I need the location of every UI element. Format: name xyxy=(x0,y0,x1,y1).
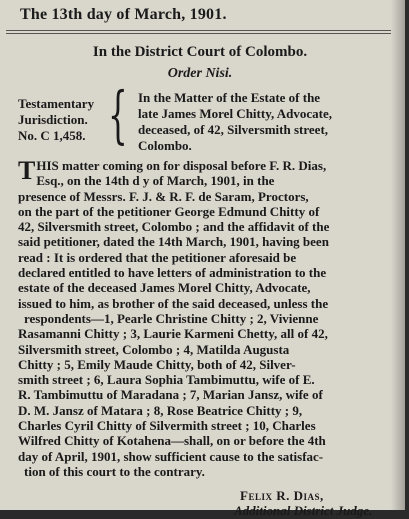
body-line: R. Tambimuttu of Maradana ; 7, Marian Jansz, wife of xyxy=(18,387,323,403)
body-line: Esq., on the 14th d y of March, 1901, in the xyxy=(36,173,275,189)
body-line: read : It is ordered that the petitioner aforesaid be xyxy=(18,249,297,265)
matter-title xyxy=(138,90,400,154)
body-line: Wilfred Chitty of Kotahena—shall, on or before the 4th xyxy=(18,433,326,449)
body-line: presence of Messrs. F. J. & R. F. de Saram, Proctors, xyxy=(18,188,309,204)
matter-line: late James Morel Chitty, Advocate, xyxy=(138,106,332,121)
body-line: smith street ; 6, Laura Sophia Tambimuttu, wife of E. xyxy=(18,372,315,388)
signature-title: Additional District Judge. xyxy=(234,503,373,518)
top-rule xyxy=(6,30,391,31)
date-line: The 13th day of March, 1901. xyxy=(20,6,227,23)
court-title: In the District Court of Colombo. xyxy=(92,44,308,60)
body-line: Charles Cyril Chitty of Silvermith street ; 10, Charles xyxy=(18,418,316,434)
body-line: estate of the deceased James Morel Chitty, Advocate, xyxy=(18,280,311,296)
matter-line: Colombo. xyxy=(138,138,192,153)
body-line: D. M. Jansz of Matara ; 8, Rose Beatrice Chitty ; 9, xyxy=(18,402,303,418)
body-line: 42, Silversmith street, Colombo ; and the affidavit of the xyxy=(18,219,330,235)
curly-brace: { xyxy=(108,78,128,151)
body-line: day of April, 1901, show sufficient cause to the satisfac- xyxy=(18,448,324,464)
body-line: said petitioner, dated the 14th March, 1901, having been xyxy=(18,234,329,250)
body-line: on the part of the petitioner George Edmund Chitty of xyxy=(18,203,320,219)
body-line: HIS matter coming on for disposal before F. R. Dias, xyxy=(36,158,327,173)
case-reference-line: Testamentary xyxy=(18,96,95,111)
order-body xyxy=(18,158,398,479)
order-title: Order Nisi. xyxy=(167,66,233,81)
case-reference xyxy=(18,96,94,144)
body-line: Rasamanni Chitty ; 3, Laurie Karmeni Chetty, all of 42, xyxy=(18,326,328,342)
signature-name: Felix R. Dias, xyxy=(240,488,324,503)
case-reference-line: Jurisdiction. xyxy=(18,112,88,127)
body-line: declared entitled to have letters of administration to the xyxy=(18,265,327,281)
body-line: tion of this court to the contrary. xyxy=(24,463,205,479)
matter-line: In the Matter of the Estate of the xyxy=(138,90,321,105)
body-line: Silversmith street, Colombo ; 4, Matilda Augusta xyxy=(18,341,290,357)
top-rule-double xyxy=(6,33,391,34)
body-line: Chitty ; 5, Emily Maude Chitty, both of 42, Silver- xyxy=(18,356,296,372)
body-line: respondents—1, Pearle Christine Chitty ; 2, Vivienne xyxy=(24,310,319,326)
case-number: No. C 1,458. xyxy=(18,128,86,143)
matter-line: deceased, of 42, Silversmith street, xyxy=(138,122,329,137)
body-line: issued to him, as brother of the said deceased, unless the xyxy=(18,295,329,311)
drop-cap: T xyxy=(18,156,36,185)
